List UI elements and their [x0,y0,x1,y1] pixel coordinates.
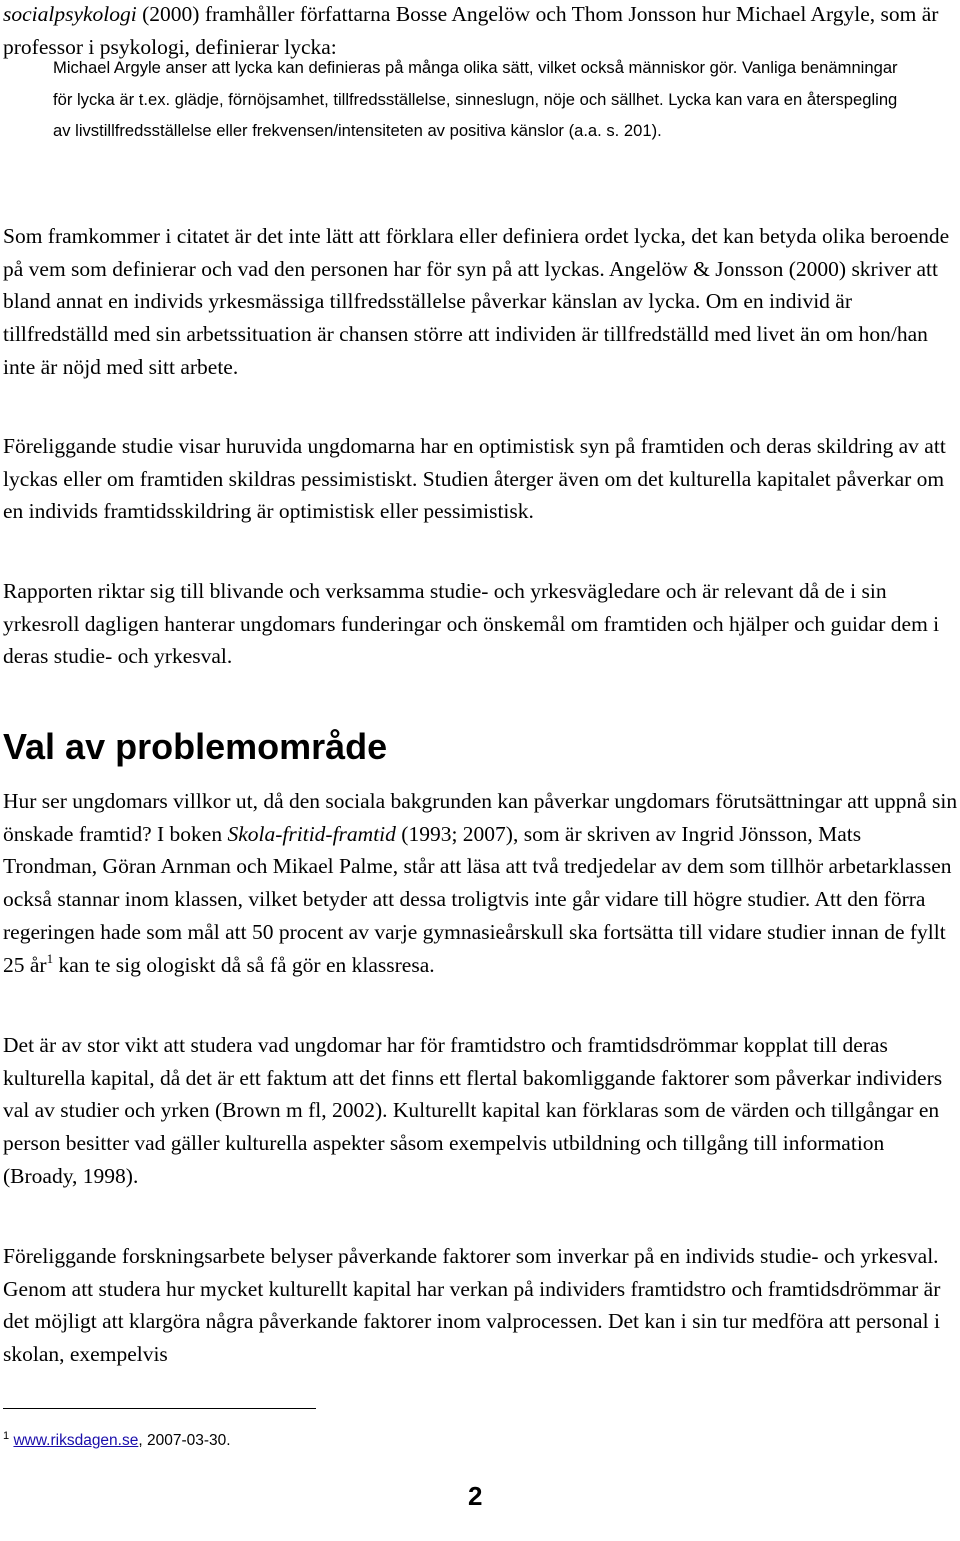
paragraph-problem-text-1: Hur ser ungdomars villkor ut, då den sociala bakgrunden kan påverkar ungdomars förutsättningar att uppnå sin önskade framtid? I boken [3,789,958,846]
footnote [3,1429,231,1453]
block-quote: Michael Argyle anser att lycka kan definieras på många olika sätt, vilket också människor gör. Vanliga benämningar för lycka är t.ex. glädje, förnöjsamhet, tillfredsställelse, sinneslugn, nöje och sällhet. Lycka kan vara en återspegling av livstillfredsställelse eller frekvensen/intensiteten av positiva känslor (a.a. s. 201). [53,58,898,141]
paragraph-studie-syfte: Föreliggande studie visar huruvida ungdomarna har en optimistisk syn på framtiden och deras skildring av att lyckas eller om framtiden skildras pessimistiskt. Studien återger även om det kulturella kapitalet påverkar om en individs framtidsskildring är optimistisk eller pessimistisk. [3,434,946,524]
paragraph-problem-text-3: kan te sig ologiskt då så få gör en klassresa. [53,952,435,977]
page-number: 2 [468,1481,483,1511]
paragraph-problem-text-2: (1993; 2007), som är skriven av Ingrid Jönsson, Mats Trondman, Göran Arnman och Mikael Palme, står att läsa att två tredjedelar av dem som tillhör arbetarklassen också stannar inom klassen, vilket betyder att dessa troligtvis inte går vidare till högre studier. Att den förra regeringen hade som mål att 50 procent av varje gymnasieårskull ska fortsätta till vidare studier innan de fyllt 25 år [3,821,952,977]
intro-italic-term: socialpsykologi [3,2,137,26]
paragraph-forskningsarbete: Föreliggande forskningsarbete belyser påverkande faktorer som inverkar på en individs studie- och yrkesval. Genom att studera hur mycket kulturellt kapital har verkan på individers framtidstro och framtidsdrömmar är det möjligt att klargöra några påverkande faktorer inom valprocessen. Det kan i sin tur medföra att personal i skolan, exempelvis [3,1244,941,1367]
book-title: Skola-fritid-framtid [227,821,396,846]
footnote-divider [3,1408,316,1409]
paragraph-kulturellt-kapital: Det är av stor vikt att studera vad ungdomar har för framtidstro och framtidsdrömmar kopplat till deras kulturella kapital, då det är ett faktum att det finns ett flertal bakomliggande faktorer som påverkar individers val av studier och yrken (Brown m fl, 2002). Kulturellt kapital kan förklaras som de värden och tillgångar en person besitter vad gäller kulturella aspekter såsom exempelvis utbildning och tillgång till information (Broady, 1998). [3,1033,943,1188]
footnote-number: 1 [3,1430,10,1442]
paragraph-problem [3,785,958,981]
footnote-link[interactable]: www.riksdagen.se [13,1432,139,1449]
footnote-date: , 2007-03-30. [138,1432,231,1449]
paragraph-malgrupp: Rapporten riktar sig till blivande och verksamma studie- och yrkesvägledare och är relevant då de i sin yrkesroll dagligen hanterar ungdomars funderingar och önskemål om framtiden och hjälper och guidar dem i deras studie- och yrkesval. [3,579,940,669]
paragraph-lycka-definition: Som framkommer i citatet är det inte lätt att förklara eller definiera ordet lycka, det kan betyda olika beroende på vem som definierar och vad den personen har för syn på att lyckas. Angelöw & Jonsson (2000) skriver att bland annat en individs yrkesmässiga tillfredsställelse påverkar känslan av lycka. Om en individ är tillfredställd med sin arbetssituation är chansen större att individen är tillfredställd med livet än om hon/han inte är nöjd med sitt arbete. [3,224,950,379]
footnote-reference[interactable]: 1 [46,950,54,966]
section-heading: Val av problemområde [3,726,388,767]
intro-text: (2000) framhåller författarna Bosse Angelöw och Thom Jonsson hur Michael Argyle, som är professor i psykologi, definierar lycka: [3,2,939,59]
